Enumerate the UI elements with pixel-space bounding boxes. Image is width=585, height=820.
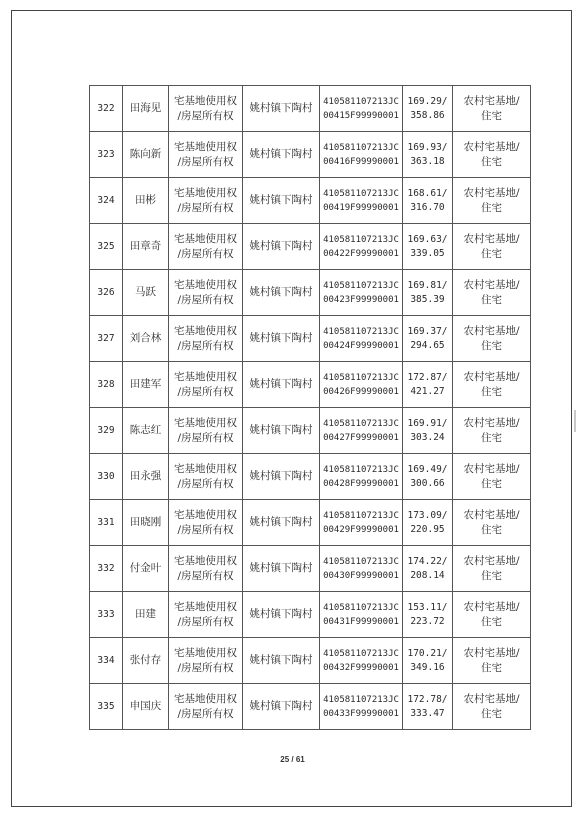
table-row — [90, 408, 531, 454]
cell-use-line-1: 农村宅基地/ — [463, 416, 520, 429]
cell-use — [453, 638, 531, 684]
cell-right-type-line-2: /房屋所有权 — [177, 477, 234, 490]
cell-number: 327 — [90, 316, 123, 362]
cell-unit-code-line-2: 00419F99990001 — [323, 202, 399, 213]
cell-area-line-2: 316.70 — [410, 201, 445, 213]
cell-use-line-2: 住宅 — [480, 661, 502, 674]
cell-use-line-1: 农村宅基地/ — [463, 462, 520, 475]
cell-area-line-2: 208.14 — [410, 569, 445, 581]
cell-right-type-line-2: /房屋所有权 — [177, 615, 234, 628]
cell-area — [403, 684, 453, 730]
cell-use-line-1: 农村宅基地/ — [463, 278, 520, 291]
cell-use — [453, 224, 531, 270]
cell-use-line-1: 农村宅基地/ — [463, 370, 520, 383]
cell-area — [403, 316, 453, 362]
cell-area-line-2: 300.66 — [410, 477, 445, 489]
cell-name: 申国庆 — [123, 684, 169, 730]
cell-unit-code — [320, 638, 403, 684]
cell-right-type-line-1: 宅基地使用权 — [174, 416, 237, 429]
cell-location: 姚村镇下陶村 — [243, 86, 320, 132]
cell-unit-code-line-1: 410581107213JC — [323, 464, 399, 475]
cell-area-line-1: 169.37/ — [407, 325, 448, 337]
cell-use-line-2: 住宅 — [480, 477, 502, 490]
table-row — [90, 592, 531, 638]
cell-area — [403, 408, 453, 454]
cell-name: 马跃 — [123, 270, 169, 316]
cell-area — [403, 270, 453, 316]
cell-right-type — [169, 500, 243, 546]
cell-unit-code-line-2: 00432F99990001 — [323, 662, 399, 673]
cell-name: 付金叶 — [123, 546, 169, 592]
scan-edge-mark — [574, 410, 576, 432]
cell-right-type — [169, 362, 243, 408]
cell-unit-code-line-2: 00427F99990001 — [323, 432, 399, 443]
table-row — [90, 178, 531, 224]
cell-area — [403, 86, 453, 132]
cell-number: 326 — [90, 270, 123, 316]
table-row — [90, 224, 531, 270]
cell-use — [453, 500, 531, 546]
cell-unit-code-line-1: 410581107213JC — [323, 234, 399, 245]
cell-use-line-1: 农村宅基地/ — [463, 692, 520, 705]
cell-unit-code-line-2: 00424F99990001 — [323, 340, 399, 351]
cell-use — [453, 362, 531, 408]
cell-use — [453, 86, 531, 132]
cell-right-type-line-2: /房屋所有权 — [177, 293, 234, 306]
cell-location: 姚村镇下陶村 — [243, 132, 320, 178]
cell-unit-code-line-1: 410581107213JC — [323, 372, 399, 383]
cell-use — [453, 684, 531, 730]
cell-use-line-1: 农村宅基地/ — [463, 186, 520, 199]
cell-right-type — [169, 592, 243, 638]
table-row — [90, 86, 531, 132]
cell-use-line-2: 住宅 — [480, 431, 502, 444]
cell-number: 324 — [90, 178, 123, 224]
cell-location: 姚村镇下陶村 — [243, 546, 320, 592]
cell-unit-code-line-1: 410581107213JC — [323, 96, 399, 107]
cell-name: 刘合林 — [123, 316, 169, 362]
cell-location: 姚村镇下陶村 — [243, 638, 320, 684]
cell-right-type-line-1: 宅基地使用权 — [174, 186, 237, 199]
cell-name: 田晓刚 — [123, 500, 169, 546]
cell-unit-code — [320, 362, 403, 408]
cell-area-line-1: 169.93/ — [407, 141, 448, 153]
cell-area-line-1: 173.09/ — [407, 509, 448, 521]
cell-location: 姚村镇下陶村 — [243, 224, 320, 270]
cell-right-type — [169, 316, 243, 362]
cell-right-type-line-1: 宅基地使用权 — [174, 370, 237, 383]
cell-use-line-2: 住宅 — [480, 615, 502, 628]
cell-unit-code — [320, 86, 403, 132]
cell-unit-code-line-1: 410581107213JC — [323, 418, 399, 429]
cell-use-line-2: 住宅 — [480, 201, 502, 214]
cell-use — [453, 316, 531, 362]
cell-use-line-2: 住宅 — [480, 247, 502, 260]
table-row — [90, 454, 531, 500]
cell-number: 333 — [90, 592, 123, 638]
cell-unit-code-line-2: 00430F99990001 — [323, 570, 399, 581]
cell-area — [403, 592, 453, 638]
cell-number: 331 — [90, 500, 123, 546]
cell-right-type-line-2: /房屋所有权 — [177, 109, 234, 122]
property-registration-table — [89, 85, 531, 730]
table-row — [90, 132, 531, 178]
page-number: 25 / 61 — [280, 755, 305, 764]
cell-right-type — [169, 546, 243, 592]
cell-right-type-line-1: 宅基地使用权 — [174, 278, 237, 291]
cell-use-line-2: 住宅 — [480, 569, 502, 582]
cell-right-type — [169, 638, 243, 684]
cell-area-line-2: 303.24 — [410, 431, 445, 443]
cell-area-line-2: 363.18 — [410, 155, 445, 167]
cell-right-type-line-2: /房屋所有权 — [177, 523, 234, 536]
cell-use-line-1: 农村宅基地/ — [463, 554, 520, 567]
cell-location: 姚村镇下陶村 — [243, 270, 320, 316]
cell-area-line-2: 223.72 — [410, 615, 445, 627]
cell-location: 姚村镇下陶村 — [243, 684, 320, 730]
cell-unit-code-line-2: 00422F99990001 — [323, 248, 399, 259]
cell-use-line-1: 农村宅基地/ — [463, 508, 520, 521]
cell-area-line-1: 153.11/ — [407, 601, 448, 613]
cell-right-type — [169, 86, 243, 132]
cell-use-line-1: 农村宅基地/ — [463, 324, 520, 337]
cell-number: 322 — [90, 86, 123, 132]
cell-unit-code-line-2: 00431F99990001 — [323, 616, 399, 627]
cell-use — [453, 408, 531, 454]
cell-location: 姚村镇下陶村 — [243, 408, 320, 454]
cell-area — [403, 132, 453, 178]
cell-area-line-1: 169.49/ — [407, 463, 448, 475]
cell-right-type-line-2: /房屋所有权 — [177, 339, 234, 352]
cell-number: 334 — [90, 638, 123, 684]
cell-use-line-1: 农村宅基地/ — [463, 140, 520, 153]
table-row — [90, 316, 531, 362]
cell-unit-code-line-1: 410581107213JC — [323, 556, 399, 567]
cell-unit-code — [320, 408, 403, 454]
cell-name: 田建 — [123, 592, 169, 638]
cell-area-line-1: 172.87/ — [407, 371, 448, 383]
cell-right-type — [169, 224, 243, 270]
cell-use-line-1: 农村宅基地/ — [463, 646, 520, 659]
cell-name: 田建军 — [123, 362, 169, 408]
table-body — [90, 86, 531, 730]
cell-area-line-1: 169.29/ — [407, 95, 448, 107]
cell-right-type-line-2: /房屋所有权 — [177, 201, 234, 214]
cell-unit-code-line-1: 410581107213JC — [323, 510, 399, 521]
cell-name: 田章奇 — [123, 224, 169, 270]
cell-right-type-line-1: 宅基地使用权 — [174, 692, 237, 705]
cell-area-line-2: 294.65 — [410, 339, 445, 351]
cell-right-type-line-1: 宅基地使用权 — [174, 646, 237, 659]
cell-use-line-1: 农村宅基地/ — [463, 232, 520, 245]
cell-unit-code — [320, 454, 403, 500]
table-row — [90, 684, 531, 730]
cell-area — [403, 224, 453, 270]
cell-unit-code-line-2: 00433F99990001 — [323, 708, 399, 719]
cell-use-line-1: 农村宅基地/ — [463, 600, 520, 613]
cell-area-line-1: 169.81/ — [407, 279, 448, 291]
table-row — [90, 546, 531, 592]
cell-right-type-line-2: /房屋所有权 — [177, 247, 234, 260]
cell-number: 325 — [90, 224, 123, 270]
cell-right-type-line-1: 宅基地使用权 — [174, 232, 237, 245]
cell-number: 335 — [90, 684, 123, 730]
cell-unit-code-line-1: 410581107213JC — [323, 694, 399, 705]
cell-location: 姚村镇下陶村 — [243, 316, 320, 362]
cell-right-type-line-1: 宅基地使用权 — [174, 140, 237, 153]
cell-use-line-2: 住宅 — [480, 707, 502, 720]
table-row — [90, 500, 531, 546]
cell-number: 329 — [90, 408, 123, 454]
cell-area — [403, 546, 453, 592]
cell-unit-code-line-1: 410581107213JC — [323, 188, 399, 199]
cell-use-line-2: 住宅 — [480, 385, 502, 398]
cell-number: 330 — [90, 454, 123, 500]
table-row — [90, 638, 531, 684]
cell-location: 姚村镇下陶村 — [243, 592, 320, 638]
cell-use-line-2: 住宅 — [480, 523, 502, 536]
cell-name: 田彬 — [123, 178, 169, 224]
cell-use-line-1: 农村宅基地/ — [463, 94, 520, 107]
cell-area-line-2: 333.47 — [410, 707, 445, 719]
table-row — [90, 270, 531, 316]
cell-right-type-line-1: 宅基地使用权 — [174, 462, 237, 475]
cell-unit-code-line-2: 00423F99990001 — [323, 294, 399, 305]
cell-unit-code — [320, 178, 403, 224]
cell-use — [453, 592, 531, 638]
cell-area — [403, 454, 453, 500]
cell-area-line-1: 169.63/ — [407, 233, 448, 245]
cell-name: 陈向新 — [123, 132, 169, 178]
cell-location: 姚村镇下陶村 — [243, 362, 320, 408]
cell-right-type-line-2: /房屋所有权 — [177, 707, 234, 720]
cell-use — [453, 546, 531, 592]
cell-area-line-2: 339.05 — [410, 247, 445, 259]
cell-right-type — [169, 454, 243, 500]
cell-area — [403, 362, 453, 408]
cell-area-line-1: 170.21/ — [407, 647, 448, 659]
cell-use-line-2: 住宅 — [480, 339, 502, 352]
cell-area-line-1: 174.22/ — [407, 555, 448, 567]
cell-unit-code — [320, 132, 403, 178]
cell-use — [453, 132, 531, 178]
cell-area-line-2: 220.95 — [410, 523, 445, 535]
cell-area-line-2: 349.16 — [410, 661, 445, 673]
cell-area-line-1: 168.61/ — [407, 187, 448, 199]
cell-unit-code-line-2: 00415F99990001 — [323, 110, 399, 121]
cell-right-type-line-1: 宅基地使用权 — [174, 508, 237, 521]
cell-number: 328 — [90, 362, 123, 408]
cell-name: 陈志红 — [123, 408, 169, 454]
cell-right-type — [169, 178, 243, 224]
cell-unit-code-line-2: 00426F99990001 — [323, 386, 399, 397]
cell-unit-code — [320, 684, 403, 730]
cell-unit-code — [320, 592, 403, 638]
cell-unit-code-line-2: 00429F99990001 — [323, 524, 399, 535]
cell-name: 张付存 — [123, 638, 169, 684]
cell-unit-code — [320, 546, 403, 592]
cell-unit-code-line-1: 410581107213JC — [323, 326, 399, 337]
cell-area-line-2: 421.27 — [410, 385, 445, 397]
cell-number: 323 — [90, 132, 123, 178]
cell-area-line-2: 358.86 — [410, 109, 445, 121]
cell-unit-code — [320, 500, 403, 546]
cell-use-line-2: 住宅 — [480, 293, 502, 306]
cell-name: 田永强 — [123, 454, 169, 500]
cell-unit-code-line-1: 410581107213JC — [323, 142, 399, 153]
cell-right-type-line-1: 宅基地使用权 — [174, 554, 237, 567]
cell-area-line-1: 172.78/ — [407, 693, 448, 705]
cell-use — [453, 454, 531, 500]
cell-right-type-line-2: /房屋所有权 — [177, 661, 234, 674]
cell-unit-code-line-2: 00428F99990001 — [323, 478, 399, 489]
cell-right-type — [169, 270, 243, 316]
cell-unit-code — [320, 224, 403, 270]
cell-location: 姚村镇下陶村 — [243, 500, 320, 546]
cell-unit-code — [320, 270, 403, 316]
cell-unit-code-line-2: 00416F99990001 — [323, 156, 399, 167]
cell-location: 姚村镇下陶村 — [243, 454, 320, 500]
cell-right-type-line-2: /房屋所有权 — [177, 431, 234, 444]
cell-right-type-line-2: /房屋所有权 — [177, 569, 234, 582]
cell-location: 姚村镇下陶村 — [243, 178, 320, 224]
cell-area-line-2: 385.39 — [410, 293, 445, 305]
table-row — [90, 362, 531, 408]
cell-area — [403, 178, 453, 224]
cell-use — [453, 270, 531, 316]
cell-unit-code-line-1: 410581107213JC — [323, 602, 399, 613]
cell-use — [453, 178, 531, 224]
cell-unit-code-line-1: 410581107213JC — [323, 280, 399, 291]
cell-area — [403, 638, 453, 684]
cell-right-type — [169, 408, 243, 454]
cell-area-line-1: 169.91/ — [407, 417, 448, 429]
cell-right-type-line-2: /房屋所有权 — [177, 155, 234, 168]
cell-unit-code — [320, 316, 403, 362]
cell-name: 田海见 — [123, 86, 169, 132]
cell-right-type — [169, 684, 243, 730]
cell-right-type-line-1: 宅基地使用权 — [174, 600, 237, 613]
cell-right-type-line-2: /房屋所有权 — [177, 385, 234, 398]
cell-area — [403, 500, 453, 546]
cell-use-line-2: 住宅 — [480, 155, 502, 168]
cell-right-type-line-1: 宅基地使用权 — [174, 94, 237, 107]
cell-use-line-2: 住宅 — [480, 109, 502, 122]
cell-right-type — [169, 132, 243, 178]
cell-right-type-line-1: 宅基地使用权 — [174, 324, 237, 337]
cell-unit-code-line-1: 410581107213JC — [323, 648, 399, 659]
cell-number: 332 — [90, 546, 123, 592]
